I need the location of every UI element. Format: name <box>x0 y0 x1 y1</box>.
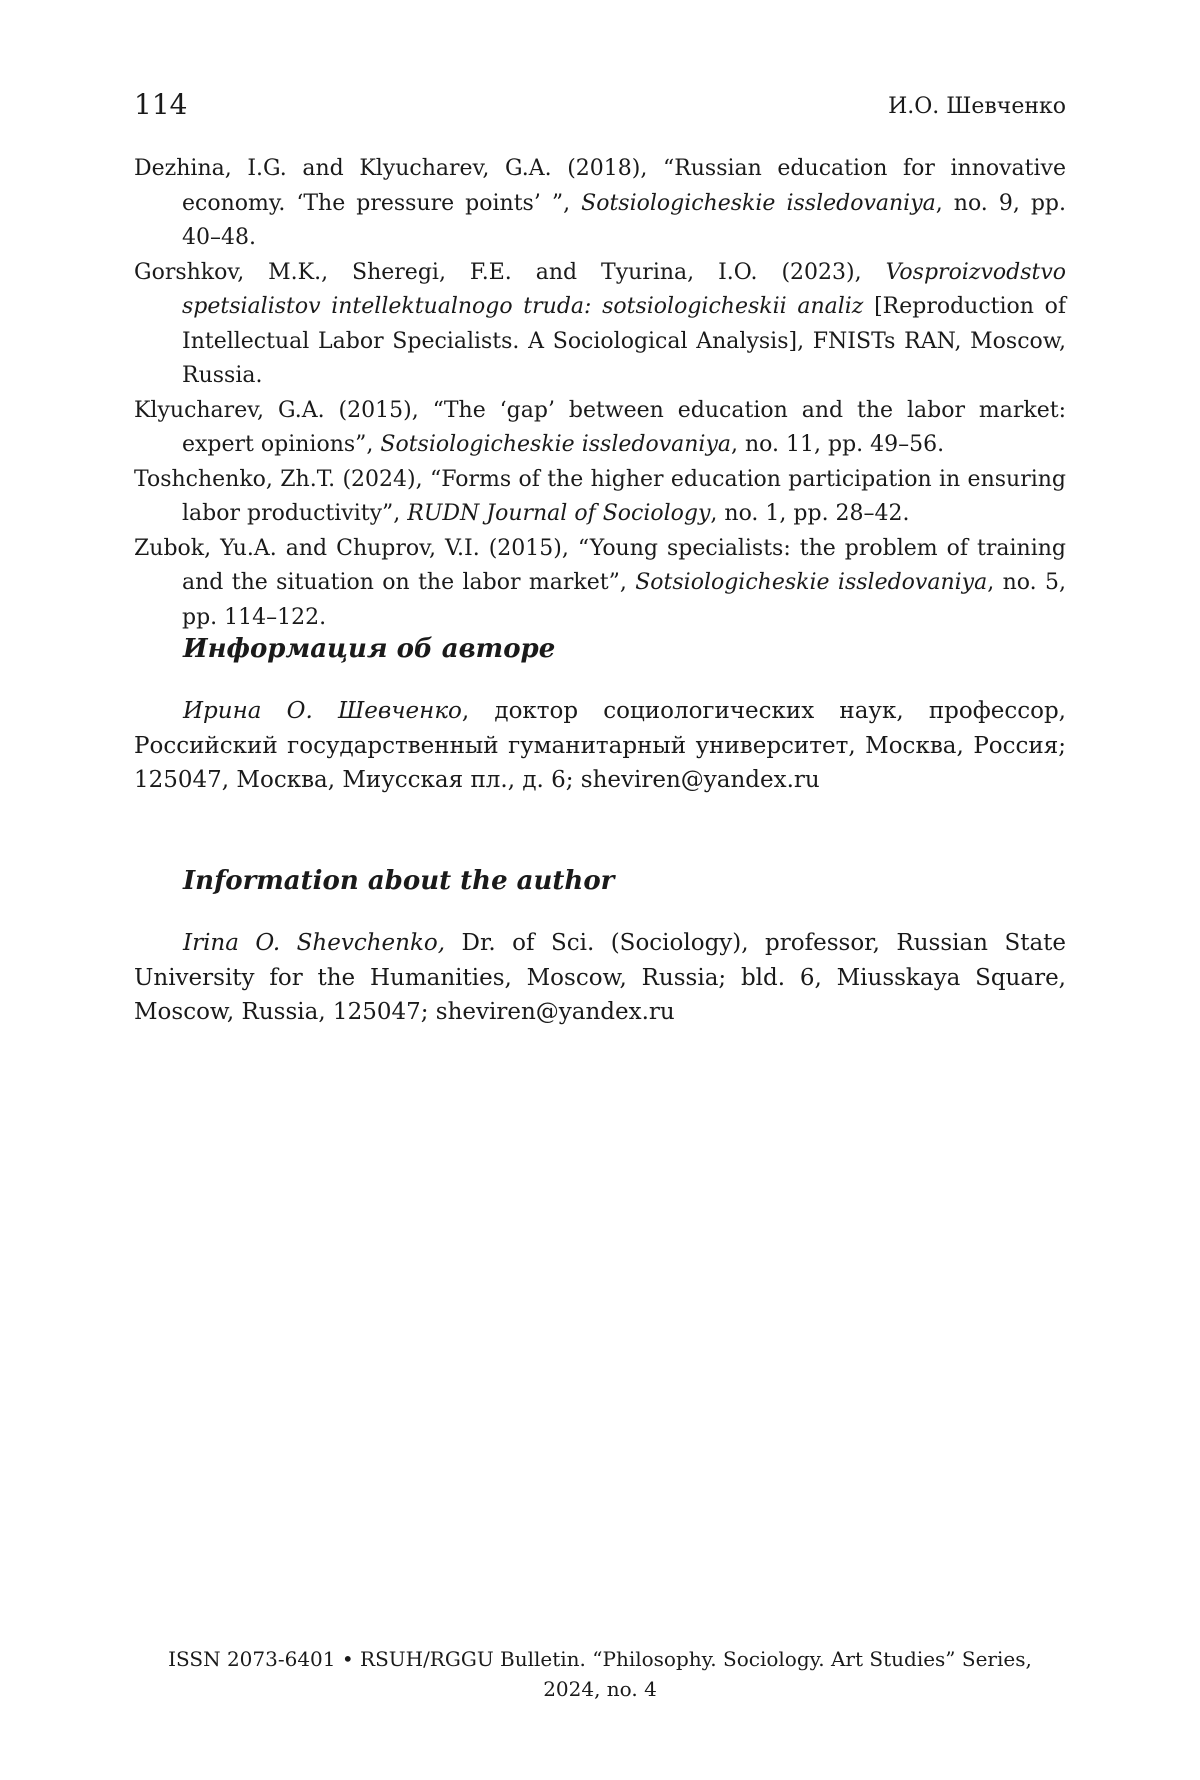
page-header <box>134 88 1066 128</box>
footer-issue-line: 2024, no. 4 <box>134 1674 1066 1704</box>
author-name-en: Irina O. Shevchenko, <box>183 930 445 956</box>
author-info-ru-body <box>134 694 1066 798</box>
reference-text: Dezhina, I.G. and Klyucharev, G.A. (2018), “Russian education for innovative economy. ‘The pressure points’ ”, <box>134 156 1066 216</box>
reference-source: Sotsiologicheskie issledovaniya <box>581 191 936 216</box>
page-footer <box>134 1644 1066 1704</box>
footer-issn-line: ISSN 2073-6401 • RSUH/RGGU Bulletin. “Philosophy. Sociology. Art Studies” Series, <box>134 1644 1066 1674</box>
reference-item <box>134 463 1066 532</box>
reference-item <box>134 394 1066 463</box>
reference-pages: [Reproduction of Intellectual Labor Specialists. A Sociological Analysis], FNISTs RAN, Moscow, Russia. <box>182 294 1066 388</box>
reference-source: Sotsiologicheskie issledovaniya <box>380 432 731 457</box>
reference-item <box>134 152 1066 256</box>
reference-source: RUDN Journal of Sociology <box>407 501 710 526</box>
author-info-en-body <box>134 926 1066 1030</box>
reference-item <box>134 256 1066 394</box>
running-head-author: И.О. Шевченко <box>888 92 1066 122</box>
reference-text: Klyucharev, G.A. (2015), “The ‘gap’ between education and the labor market: expert opinions”, <box>134 398 1066 458</box>
reference-text: Zubok, Yu.A. and Chuprov, V.I. (2015), “Young specialists: the problem of training and the situation on the labor market”, <box>134 536 1066 596</box>
author-name-ru: Ирина О. Шевченко <box>183 698 462 724</box>
reference-source: Vosproizvodstvo spetsialistov intellektualnogo truda: sotsiologicheskii analiz <box>182 260 1066 320</box>
author-details-en: Dr. of Sci. (Sociology), professor, Russian State University for the Humanities, Moscow, Russia; bld. 6, Miusskaya Square, Moscow, Russia, 125047; sheviren@yandex.ru <box>134 930 1066 1025</box>
reference-text: Toshchenko, Zh.T. (2024), “Forms of the higher education participation in ensuring labor productivity”, <box>134 467 1066 527</box>
author-info-ru-title: Информация об авторе <box>134 632 1066 666</box>
author-info-en-title: Information about the author <box>134 864 1066 898</box>
reference-source: Sotsiologicheskie issledovaniya <box>635 570 987 595</box>
author-info-ru <box>134 632 1066 798</box>
page-number: 114 <box>134 88 187 122</box>
author-details-ru: , доктор социологических наук, профессор, Российский государственный гуманитарный университет, Москва, Россия; 125047, Москва, Миусская пл., д. 6; sheviren@yandex.ru <box>134 698 1066 793</box>
author-info-en <box>134 864 1066 1030</box>
reference-pages: , no. 1, pp. 28–42. <box>710 501 909 526</box>
reference-pages: , no. 9, pp. 40–48. <box>182 191 1066 251</box>
reference-pages: , no. 5, pp. 114–122. <box>182 570 1066 630</box>
reference-item <box>134 532 1066 636</box>
reference-list <box>134 152 1066 635</box>
reference-text: Gorshkov, M.K., Sheregi, F.E. and Tyurina, I.O. (2023), <box>134 260 886 285</box>
reference-pages: , no. 11, pp. 49–56. <box>731 432 944 457</box>
